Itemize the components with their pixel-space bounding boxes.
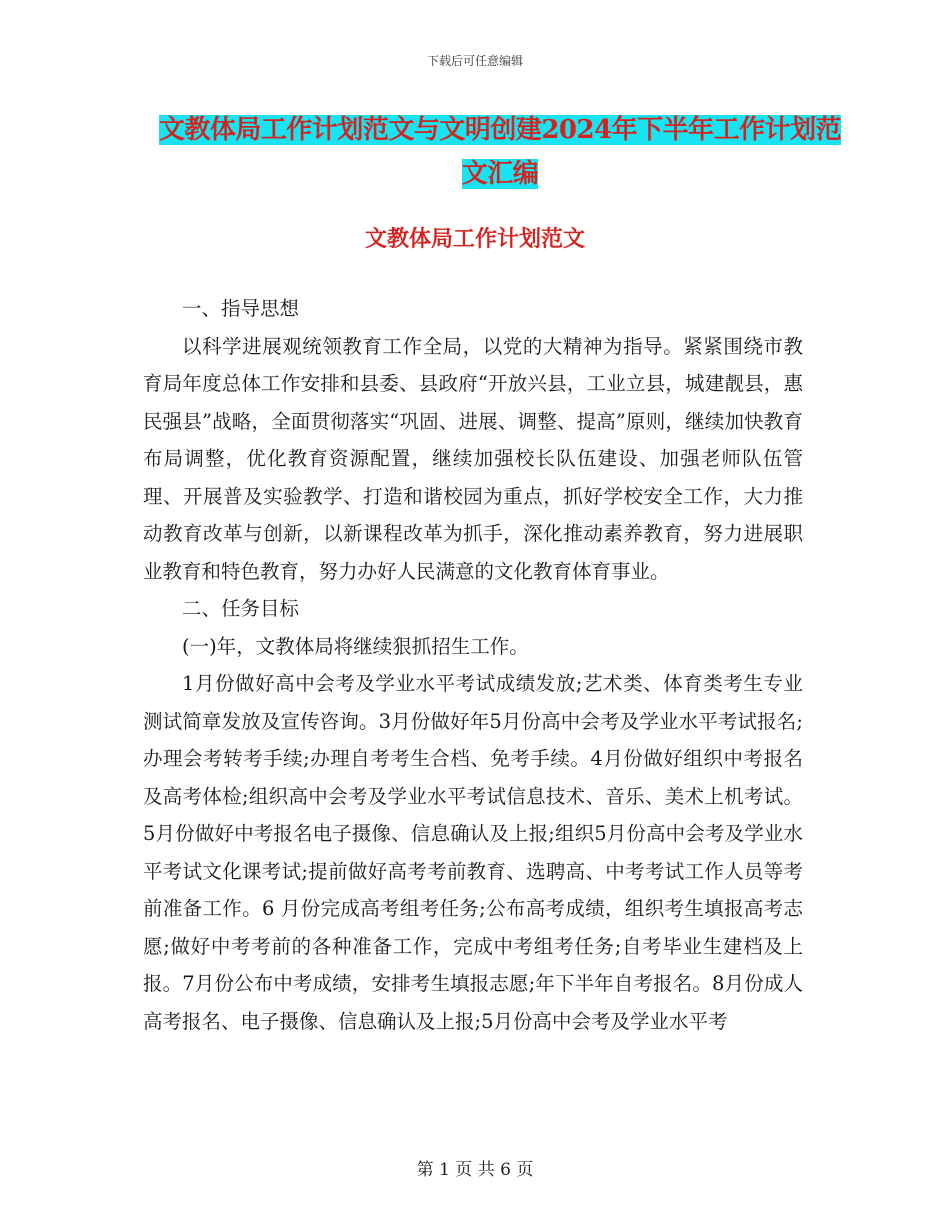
paragraph-guiding-ideology: 以科学进展观统领教育工作全局，以党的大精神为指导。紧紧围绕市教育局年度总体工作安排和县委、县政府“开放兴县，工业立县，城建靓县，惠民强县”战略，全面贯彻落实“巩固、进展、调整、提高”原则，继续加快教育布局调整，优化教育资源配置，继续加强校长队伍建设、加强老师队伍管理、开展普及实验教学、打造和谐校园为重点，抓好学校安全工作，大力推动教育改革与创新，以新课程改革为抓手，深化推动素养教育，努力进展职业教育和特色教育，努力办好人民满意的文化教育体育事业。 [143, 334, 803, 583]
document-title-text: 文教体局工作计划范文与文明创建2024年下半年工作计划范文汇编 [158, 115, 842, 189]
page-footer: 第 1 页 共 6 页 [416, 1160, 534, 1180]
header-note: 下载后可任意编辑 [426, 54, 523, 68]
heading-task-goals: 二、任务目标 [182, 597, 300, 620]
heading-guiding-ideology: 一、指导思想 [182, 297, 300, 320]
document-body [143, 290, 803, 1040]
paragraph-monthly-schedule: 1月份做好高中会考及学业水平考试成绩发放;艺术类、体育类考生专业测试简章发放及宣传咨询。3月份做好年5月份高中会考及学业水平考试报名; 办理会考转考手续;办理自考考生合档、免考手续。4月份做好组织中考报名及高考体检;组织高中会考及学业水平考试信息技术、音乐、美术上机考试。5月份做好中考报名电子摄像、信息确认及上报;组织5月份高中会考及学业水平考试文化课考试;提前做好高考考前教育、选聘高、中考考试工作人员等考前准备工作。6 月份完成高考组考任务;公布高考成绩，组织考生填报高考志愿;做好中考考前的各种准备工作，完成中考组考任务;自考毕业生建档及上报。7月份公布中考成绩，安排考生填报志愿;年下半年自考报名。8月份成人高考报名、电子摄像、信息确认及上报;5月份高中会考及学业水平考 [143, 672, 803, 1033]
paragraph-enrollment-intro: (一)年，文教体局将继续狠抓招生工作。 [182, 634, 529, 658]
section-title: 文教体局工作计划范文 [364, 226, 585, 252]
document-title [150, 108, 850, 196]
